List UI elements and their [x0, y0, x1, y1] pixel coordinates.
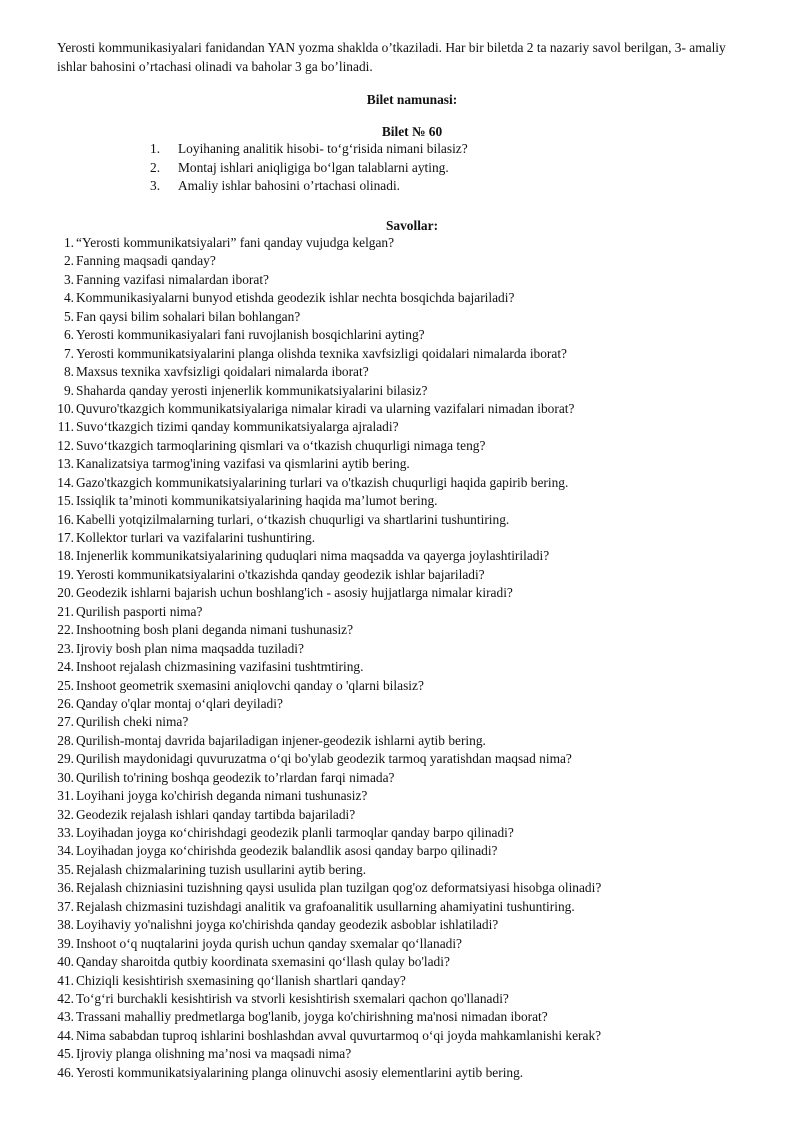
question-item: [44, 806, 764, 824]
question-text: Loyihaviy yo'nalishni joyga кo'chirishda qanday geodezik asboblar ishlatiladi?: [76, 917, 499, 933]
question-item: [44, 1045, 764, 1063]
question-text: To‘g‘ri burchakli kesishtirish va stvorli kesishtirish sxemalari qachon qo'llanadi?: [76, 990, 509, 1006]
question-item: [44, 769, 764, 787]
question-item: [44, 879, 764, 897]
question-item: [44, 289, 764, 307]
question-text: Kommunikasiyalarni bunyod etishda geodezik ishlar nechta bosqichda bajariladi?: [76, 290, 515, 306]
question-number: 30.: [57, 769, 74, 785]
question-number: 20.: [57, 585, 74, 601]
question-item: [44, 474, 764, 492]
question-text: Qurilish pasporti nima?: [76, 603, 203, 619]
question-text: Yerosti kommunikatsiyalarini planga olishda texnika xavfsizligi qoidalari nimalarda iborat?: [76, 345, 567, 361]
question-text: Qanday sharoitda qutbiy koordinata sxemasini qo‘llash qulay bo'ladi?: [76, 954, 450, 970]
question-number: 25.: [57, 677, 74, 693]
question-number: 34.: [57, 843, 74, 859]
question-number: 3.: [63, 271, 74, 287]
question-text: Chiziqli kesishtirish sxemasining qo‘llanish shartlari qanday?: [76, 972, 406, 988]
bilet-number-heading: Bilet № 60: [381, 124, 443, 139]
question-text: Rejalash chizmasini tuzishdagi analitik va grafoanalitik usullarning ahamiyatini tushuntiring.: [76, 898, 575, 914]
question-text: Kabelli yotqizilmalarning turlari, o‘tkazish chuqurligi va shartlarini tushuntiring.: [76, 511, 510, 527]
question-number: 5.: [63, 308, 74, 324]
question-text: Yerosti kommunikasiyalari fani ruvojlanish bosqichlarini ayting?: [76, 327, 425, 343]
question-item: [44, 584, 764, 602]
question-text: Qurilish to'rining boshqa geodezik to’rlardan farqi nimada?: [76, 769, 395, 785]
question-number: 9.: [63, 382, 74, 398]
question-number: 8.: [63, 364, 74, 380]
question-text: Shaharda qanday yerosti injenerlik kommunikatsiyalarini bilasiz?: [76, 382, 428, 398]
question-item: [44, 382, 764, 400]
question-item: [44, 437, 764, 455]
question-number: 6.: [63, 327, 74, 343]
question-number: 37.: [57, 898, 74, 914]
question-text: Inshoot rejalash chizmasining vazifasini tushtmtiring.: [76, 659, 364, 675]
question-text: Geodezik rejalash ishlari qanday tartibda bajariladi?: [76, 806, 356, 822]
question-number: 38.: [57, 917, 74, 933]
question-item: [44, 898, 764, 916]
question-number: 17.: [57, 530, 74, 545]
question-text: Rejalash chizmalarining tuzish usullarini aytib bering.: [76, 861, 367, 877]
question-text: Maxsus texnika xavfsizligi qoidalari nimalarda iborat?: [76, 364, 369, 380]
question-number: 23.: [57, 640, 74, 656]
question-text: Fan qaysi bilim sohalari bilan bohlangan?: [76, 308, 301, 324]
ticket-list-item: [150, 177, 468, 196]
question-item: [44, 234, 764, 252]
question-item: [44, 695, 764, 713]
intro-paragraph: Yerosti kommunikasiyalari fanidandan YAN yozma shaklda o’tkaziladi. Har bir biletda 2 ta nazariy savol berilgan, 3- amaliy ishlar bahosini o’rtachasi olinadi va baholar 3 ga bo’linadi.: [57, 40, 726, 74]
question-text: Yerosti kommunikatsiyalarining planga olinuvchi asosiy elementlarini aytib bering.: [76, 1064, 524, 1080]
question-number: 26.: [57, 695, 74, 711]
question-item: [44, 640, 764, 658]
question-text: Qanday o'qlar montaj o‘qlari deyiladi?: [76, 695, 283, 711]
question-number: 31.: [57, 788, 74, 804]
question-item: [44, 418, 764, 436]
question-text: Injenerlik kommunikatsiyalarining quduqlari nima maqsadda va qayerga joylashtiriladi?: [76, 548, 550, 564]
savollar-heading: Savollar:: [385, 218, 439, 233]
question-item: [44, 400, 764, 418]
question-item: [44, 566, 764, 584]
question-text: Loyihani joyga ko'chirish deganda nimani tushunasiz?: [76, 788, 368, 804]
question-item: [44, 713, 764, 731]
question-text: Qurilish-montaj davrida bajariladigan injener-geodezik ishlarni aytib bering.: [76, 732, 486, 748]
ticket-item-number: 1.: [150, 141, 161, 156]
question-number: 22.: [57, 622, 74, 638]
question-item: [44, 842, 764, 860]
question-item: [44, 1027, 764, 1045]
question-text: Kanalizatsiya tarmog'ining vazifasi va qismlarini aytib bering.: [76, 456, 410, 472]
question-number: 33.: [57, 825, 74, 840]
question-text: Qurilish cheki nima?: [76, 714, 189, 730]
question-text: Loyihadan joyga кo‘chirishda geodezik balandlik asosi qanday barpo qilinadi?: [76, 843, 498, 859]
question-number: 15.: [57, 493, 74, 509]
question-text: Gazo'tkazgich kommunikatsiyalarining turlari va o'tkazish chuqurligi haqida gapirib bering.: [76, 474, 569, 490]
question-number: 2.: [63, 253, 74, 269]
ticket-item-text: Montaj ishlari aniqligiga bo‘lgan talablarni ayting.: [178, 159, 449, 175]
question-item: [44, 916, 764, 934]
ticket-item-text: Loyihaning analitik hisobi- to‘g‘risida nimani bilasiz?: [178, 141, 468, 156]
question-number: 18.: [57, 548, 74, 564]
question-item: [44, 547, 764, 565]
question-text: Ijroviy planga olishning ma’nosi va maqsadi nima?: [76, 1046, 352, 1062]
question-number: 19.: [57, 566, 74, 582]
question-number: 21.: [57, 603, 74, 619]
question-number: 41.: [57, 972, 74, 988]
question-text: Trassani mahalliy predmetlarga bog'lanib, joyga ko'chirishning ma'nosi nimadan iborat?: [76, 1009, 548, 1025]
question-text: Inshoot o‘q nuqtalarini joyda qurish uchun qanday sxemalar qo‘llanadi?: [76, 935, 462, 951]
question-text: Yerosti kommunikatsiyalarini o'tkazishda qanday geodezik ishlar bajariladi?: [76, 566, 485, 582]
question-text: Inshoot geometrik sxemasini aniqlovchi qanday o 'qlarni bilasiz?: [76, 677, 424, 693]
question-number: 12.: [57, 437, 74, 453]
question-item: [44, 345, 764, 363]
question-item: [44, 990, 764, 1008]
ticket-item-number: 2.: [150, 159, 161, 175]
question-item: [44, 455, 764, 473]
question-text: Geodezik ishlarni bajarish uchun boshlang'ich - asosiy hujjatlarga nimalar kiradi?: [76, 585, 513, 601]
question-text: Issiqlik ta’minoti kommunikatsiyalarining haqida ma’lumot bering.: [76, 493, 438, 509]
question-item: [44, 787, 764, 805]
question-item: [44, 1064, 764, 1082]
question-text: Inshootning bosh plani deganda nimani tushunasiz?: [76, 622, 354, 638]
question-text: Fanning vazifasi nimalardan iborat?: [76, 271, 269, 287]
question-text: Quvuro'tkazgich kommunikatsiyalariga nimalar kiradi va ularning vazifalari nimadan iborat?: [76, 400, 575, 416]
question-number: 13.: [57, 456, 74, 472]
question-item: [44, 326, 764, 344]
question-item: [44, 1008, 764, 1026]
question-number: 45.: [57, 1046, 74, 1062]
question-number: 16.: [57, 511, 74, 527]
question-number: 14.: [57, 474, 74, 490]
question-item: [44, 492, 764, 510]
question-item: [44, 621, 764, 639]
ticket-list-item: [150, 159, 468, 178]
ticket-question-list: [150, 140, 468, 196]
question-item: [44, 953, 764, 971]
question-text: Suvo‘tkazgich tizimi qanday kommunikatsiyalarga ajraladi?: [76, 419, 399, 435]
question-item: [44, 308, 764, 326]
question-number: 36.: [57, 880, 74, 896]
question-number: 10.: [57, 400, 74, 416]
question-number: 43.: [57, 1009, 74, 1025]
question-item: [44, 603, 764, 621]
question-number: 42.: [57, 990, 74, 1006]
question-item: [44, 750, 764, 768]
question-item: [44, 271, 764, 289]
question-item: [44, 824, 764, 842]
question-number: 44.: [57, 1027, 74, 1043]
question-item: [44, 861, 764, 879]
question-number: 40.: [57, 954, 74, 970]
question-item: [44, 529, 764, 547]
question-text: Fanning maqsadi qanday?: [76, 253, 216, 269]
ticket-list-item: [150, 140, 468, 159]
question-number: 35.: [57, 861, 74, 877]
ticket-item-text: Amaliy ishlar bahosini o’rtachasi olinadi.: [178, 178, 401, 193]
bilet-namunasi-heading: Bilet namunasi:: [366, 92, 458, 107]
question-number: 32.: [57, 806, 74, 822]
question-item: [44, 732, 764, 750]
question-item: [44, 972, 764, 990]
question-number: 24.: [57, 659, 74, 675]
question-number: 4.: [63, 290, 74, 306]
question-item: [44, 252, 764, 270]
question-number: 46.: [57, 1064, 74, 1080]
question-text: Suvo‘tkazgich tarmoqlarining qismlari va o‘tkazish chuqurligi nimaga teng?: [76, 437, 486, 453]
question-number: 28.: [57, 732, 74, 748]
question-number: 1.: [63, 235, 74, 250]
question-number: 11.: [57, 419, 74, 435]
question-item: [44, 658, 764, 676]
question-item: [44, 935, 764, 953]
question-text: Nima sababdan tuproq ishlarini boshlashdan avval quvurtarmoq o‘qi joyda mahkamlanishi kerak?: [76, 1027, 602, 1043]
question-number: 29.: [57, 751, 74, 767]
question-text: Ijroviy bosh plan nima maqsadda tuziladi?: [76, 640, 304, 656]
question-item: [44, 677, 764, 695]
question-number: 27.: [57, 714, 74, 730]
question-text: Kollektor turlari va vazifalarini tushuntiring.: [76, 530, 316, 545]
question-item: [44, 363, 764, 381]
question-text: Qurilish maydonidagi quvuruzatma o‘qi bo'ylab geodezik tarmoq yaratishdan maqsad nima?: [76, 751, 572, 767]
question-text: Rejalash chizniasini tuzishning qaysi usulida plan tuzilgan qog'oz deformatsiyasi hisobga olinadi?: [76, 880, 602, 896]
questions-list: [44, 234, 764, 1082]
ticket-item-number: 3.: [150, 178, 161, 193]
question-item: [44, 511, 764, 529]
question-number: 39.: [57, 935, 74, 951]
question-text: Loyihadan joyga кo‘chirishdagi geodezik planli tarmoqlar qanday barpo qilinadi?: [76, 825, 514, 840]
question-number: 7.: [63, 345, 74, 361]
question-text: “Yerosti kommunikatsiyalari” fani qanday vujudga kelgan?: [76, 235, 395, 250]
